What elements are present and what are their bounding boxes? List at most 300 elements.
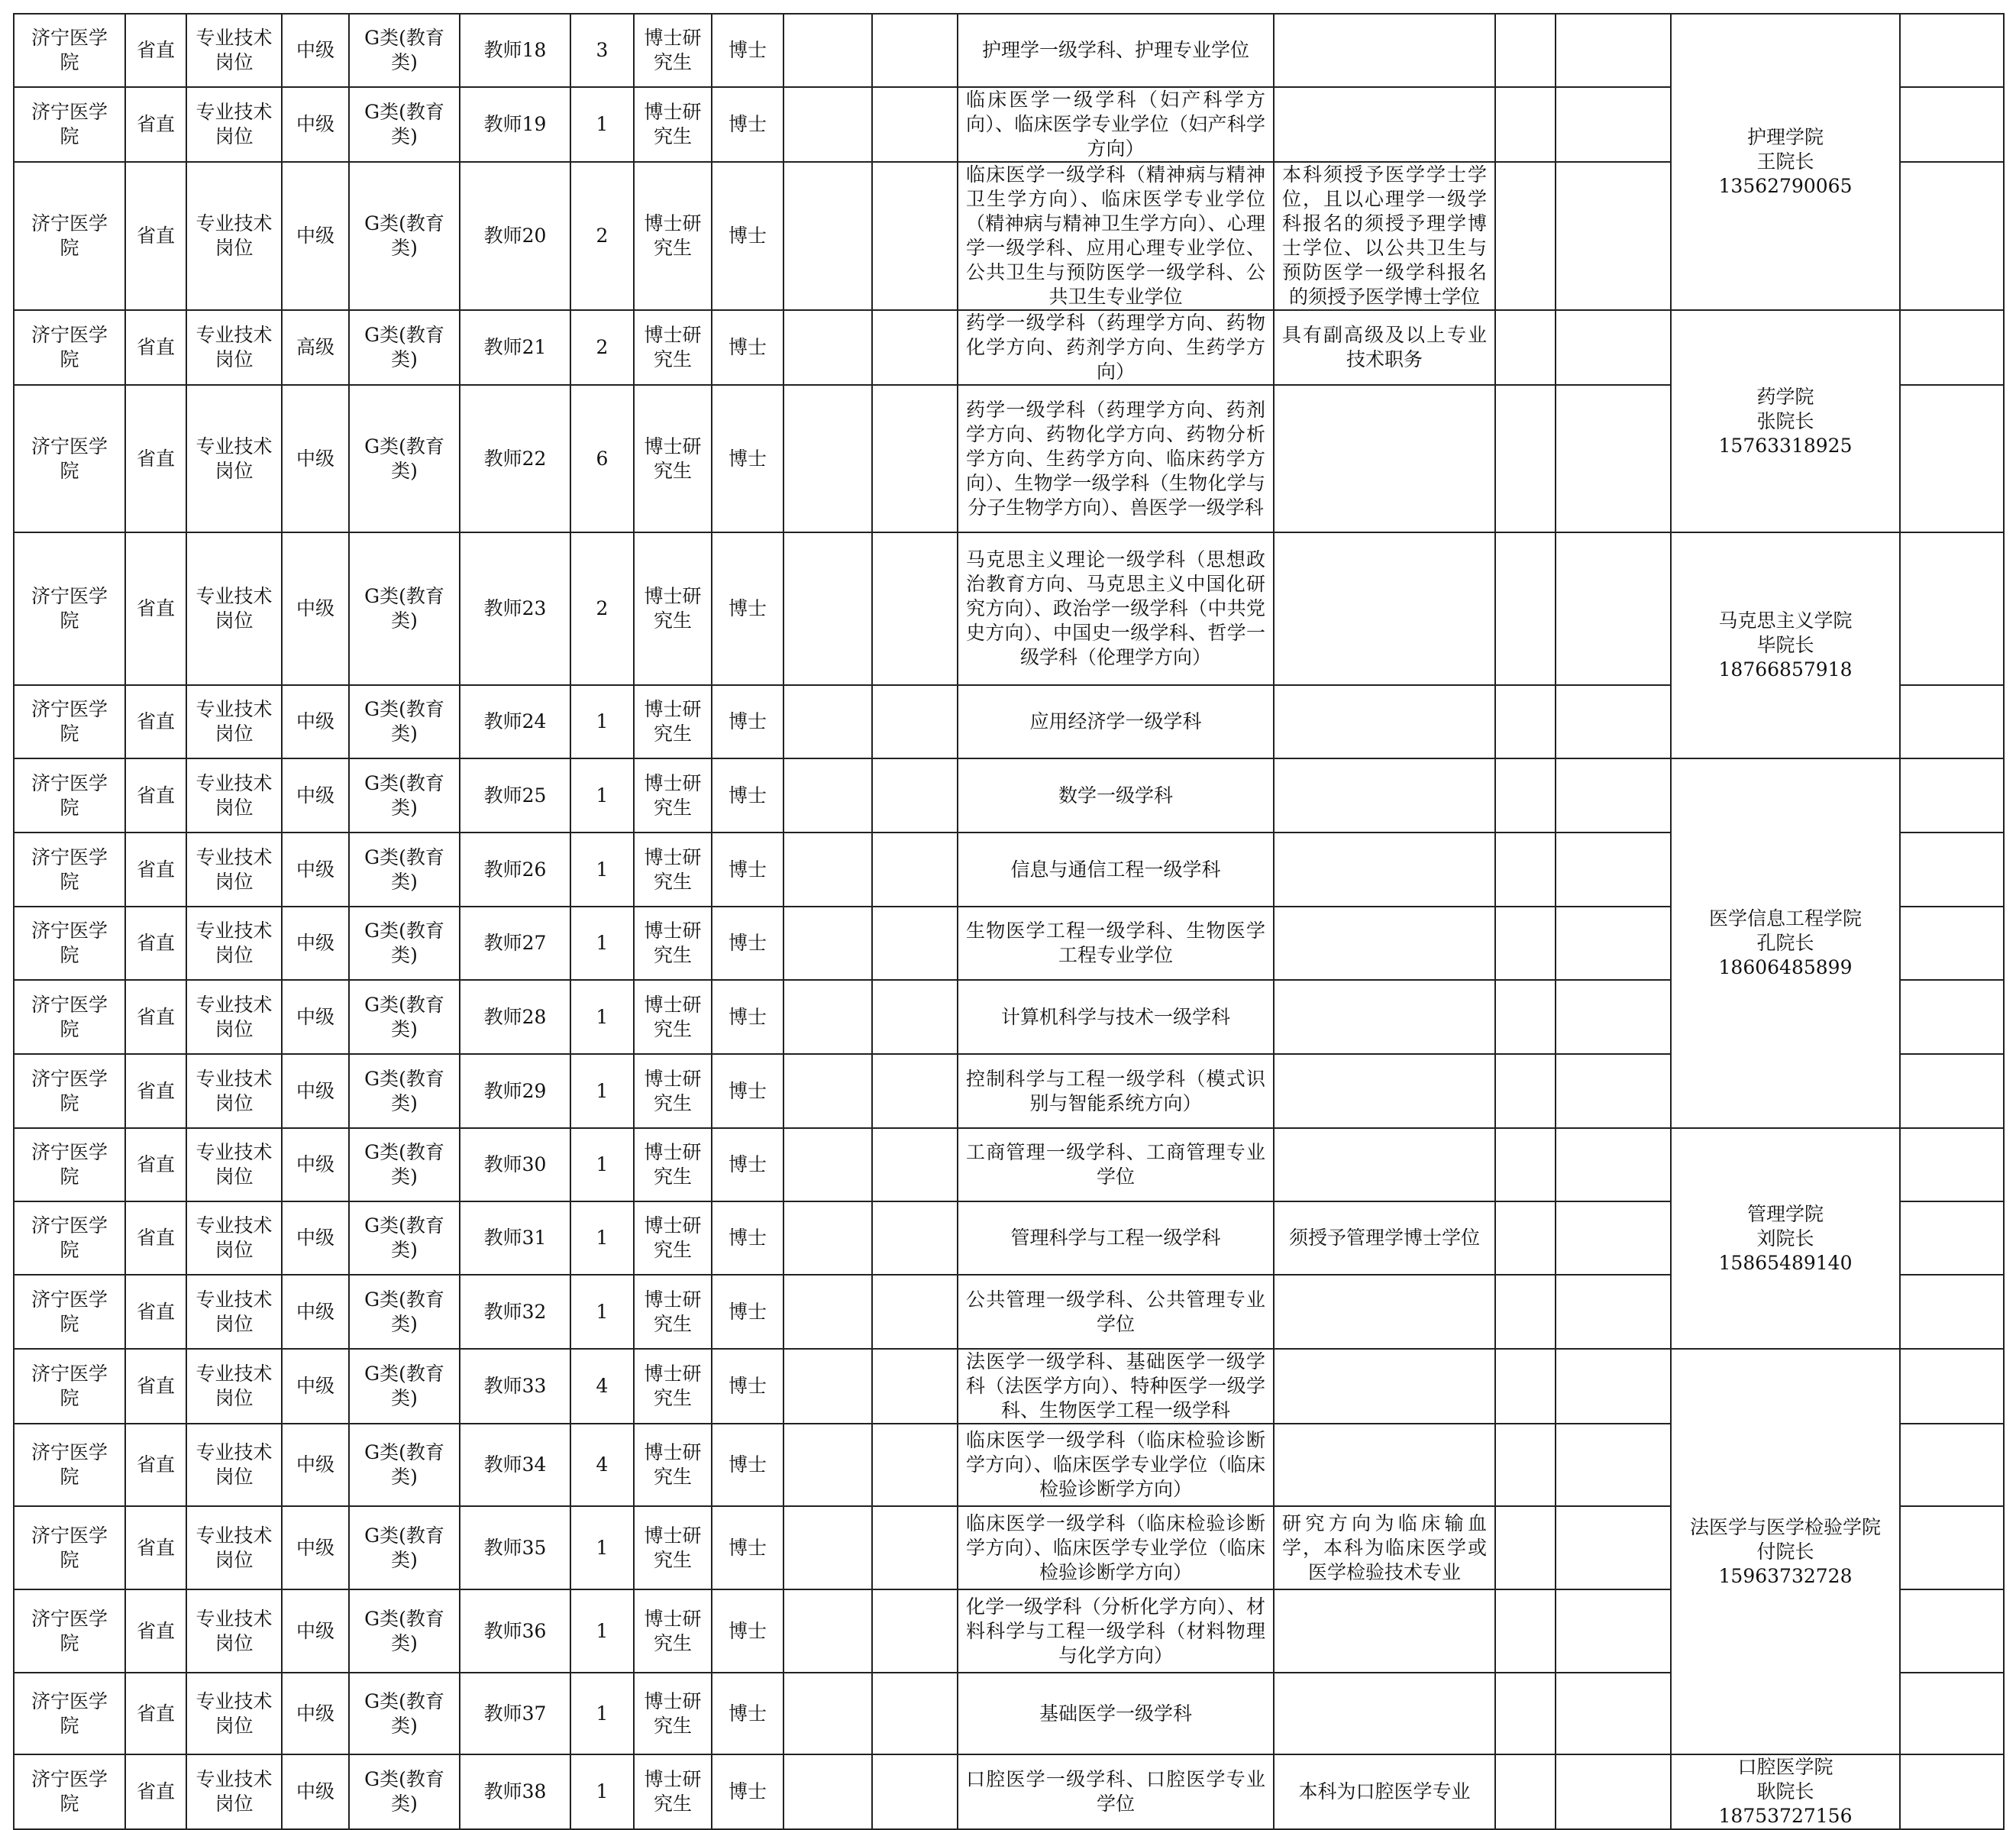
education-cell: 博士研究生	[634, 1128, 712, 1201]
empty-cell	[1495, 1589, 1556, 1673]
empty-cell	[783, 758, 872, 833]
category-cell: G类(教育类)	[349, 1201, 460, 1275]
education-cell: 博士研究生	[634, 907, 712, 980]
unit-cell: 济宁医学院	[14, 980, 125, 1054]
empty-cell	[1495, 758, 1556, 833]
post-type-cell: 专业技术岗位	[186, 1754, 282, 1829]
category-cell: G类(教育类)	[349, 310, 460, 385]
unit-cell: 济宁医学院	[14, 532, 125, 685]
empty-cell	[783, 685, 872, 758]
major-cell: 公共管理一级学科、公共管理专业学位	[958, 1275, 1274, 1349]
empty-cell	[783, 385, 872, 532]
grade-cell: 中级	[282, 907, 349, 980]
major-cell: 护理学一级学科、护理专业学位	[958, 14, 1274, 87]
contact-phone: 13562790065	[1718, 175, 1853, 197]
unit-cell: 济宁医学院	[14, 1589, 125, 1673]
empty-cell	[872, 1506, 958, 1589]
post-cell: 教师37	[460, 1673, 570, 1754]
category-cell: G类(教育类)	[349, 1506, 460, 1589]
empty-cell	[872, 1054, 958, 1128]
empty-cell	[1495, 310, 1556, 385]
category-cell: G类(教育类)	[349, 1754, 460, 1829]
unit-cell: 济宁医学院	[14, 310, 125, 385]
post-cell: 教师25	[460, 758, 570, 833]
grade-cell: 高级	[282, 310, 349, 385]
empty-cell	[872, 162, 958, 310]
table-row	[14, 1128, 2004, 1201]
empty-cell	[1556, 1673, 1671, 1754]
grade-cell: 中级	[282, 1054, 349, 1128]
level-cell: 省直	[125, 1754, 186, 1829]
count-cell: 1	[570, 685, 634, 758]
level-cell: 省直	[125, 1673, 186, 1754]
empty-cell	[1495, 14, 1556, 87]
degree-cell: 博士	[712, 87, 783, 162]
education-cell: 博士研究生	[634, 1054, 712, 1128]
empty-cell	[1556, 14, 1671, 87]
empty-cell	[783, 1349, 872, 1424]
post-type-cell: 专业技术岗位	[186, 87, 282, 162]
contact-phone: 15865489140	[1718, 1251, 1853, 1274]
note-cell: 具有副高级及以上专业技术职务	[1274, 310, 1495, 385]
level-cell: 省直	[125, 1349, 186, 1424]
empty-cell	[1556, 1128, 1671, 1201]
table-row	[14, 532, 2004, 685]
empty-cell	[872, 980, 958, 1054]
post-type-cell: 专业技术岗位	[186, 1201, 282, 1275]
contact-person: 耿院长	[1756, 1780, 1814, 1803]
category-cell: G类(教育类)	[349, 14, 460, 87]
empty-cell	[1495, 385, 1556, 532]
grade-cell: 中级	[282, 1589, 349, 1673]
level-cell: 省直	[125, 1589, 186, 1673]
contact-phone: 15963732728	[1718, 1564, 1853, 1587]
major-cell: 临床医学一级学科（临床检验诊断学方向）、临床医学专业学位（临床检验诊断学方向）	[958, 1424, 1274, 1506]
contact-cell	[1671, 14, 1900, 310]
note-cell	[1274, 980, 1495, 1054]
major-cell: 应用经济学一级学科	[958, 685, 1274, 758]
contact-school: 药学院	[1756, 385, 1814, 408]
note-cell: 本科须授予医学学士学位，且以心理学一级学科报名的须授予理学博士学位、以公共卫生与预防医学一级学科报名的须授予医学博士学位	[1274, 162, 1495, 310]
education-cell: 博士研究生	[634, 87, 712, 162]
count-cell: 2	[570, 310, 634, 385]
empty-cell	[1556, 1275, 1671, 1349]
category-cell: G类(教育类)	[349, 1275, 460, 1349]
grade-cell: 中级	[282, 1128, 349, 1201]
contact-school: 管理学院	[1746, 1202, 1824, 1225]
education-cell: 博士研究生	[634, 1275, 712, 1349]
unit-cell: 济宁医学院	[14, 87, 125, 162]
empty-cell	[1495, 87, 1556, 162]
unit-cell: 济宁医学院	[14, 1673, 125, 1754]
degree-cell: 博士	[712, 1506, 783, 1589]
category-cell: G类(教育类)	[349, 1054, 460, 1128]
count-cell: 1	[570, 1054, 634, 1128]
major-cell: 药学一级学科（药理学方向、药物化学方向、药剂学方向、生药学方向）	[958, 310, 1274, 385]
empty-cell	[872, 1275, 958, 1349]
post-type-cell: 专业技术岗位	[186, 1589, 282, 1673]
empty-cell	[783, 14, 872, 87]
grade-cell: 中级	[282, 532, 349, 685]
count-cell: 1	[570, 1589, 634, 1673]
empty-cell	[1556, 532, 1671, 685]
grade-cell: 中级	[282, 87, 349, 162]
empty-cell	[872, 532, 958, 685]
note-cell	[1274, 87, 1495, 162]
education-cell: 博士研究生	[634, 1201, 712, 1275]
education-cell: 博士研究生	[634, 310, 712, 385]
unit-cell: 济宁医学院	[14, 1424, 125, 1506]
degree-cell: 博士	[712, 980, 783, 1054]
post-type-cell: 专业技术岗位	[186, 685, 282, 758]
empty-cell	[783, 833, 872, 907]
category-cell: G类(教育类)	[349, 1589, 460, 1673]
major-cell: 临床医学一级学科（精神病与精神卫生学方向）、临床医学专业学位（精神病与精神卫生学方向）、心理学一级学科、应用心理专业学位、公共卫生与预防医学一级学科、公共卫生专业学位	[958, 162, 1274, 310]
education-cell: 博士研究生	[634, 1424, 712, 1506]
empty-cell	[783, 310, 872, 385]
grade-cell: 中级	[282, 1754, 349, 1829]
post-type-cell: 专业技术岗位	[186, 1275, 282, 1349]
contact-cell	[1671, 1754, 1900, 1829]
count-cell: 1	[570, 87, 634, 162]
note-cell	[1274, 532, 1495, 685]
empty-cell	[1556, 87, 1671, 162]
degree-cell: 博士	[712, 310, 783, 385]
unit-cell: 济宁医学院	[14, 907, 125, 980]
note-cell	[1274, 833, 1495, 907]
table-row	[14, 14, 2004, 87]
table-body	[14, 14, 2004, 1829]
level-cell: 省直	[125, 980, 186, 1054]
major-cell: 药学一级学科（药理学方向、药剂学方向、药物化学方向、药物分析学方向、生药学方向、临床药学方向）、生物学一级学科（生物化学与分子生物学方向）、兽医学一级学科	[958, 385, 1274, 532]
count-cell: 1	[570, 980, 634, 1054]
note-cell	[1274, 385, 1495, 532]
post-type-cell: 专业技术岗位	[186, 1673, 282, 1754]
empty-cell	[1556, 833, 1671, 907]
empty-cell	[1495, 532, 1556, 685]
empty-cell	[1556, 907, 1671, 980]
count-cell: 1	[570, 1506, 634, 1589]
education-cell: 博士研究生	[634, 833, 712, 907]
education-cell: 博士研究生	[634, 685, 712, 758]
education-cell: 博士研究生	[634, 1589, 712, 1673]
contact-person: 王院长	[1756, 150, 1814, 173]
empty-cell	[1495, 833, 1556, 907]
empty-cell	[1900, 1506, 2004, 1589]
count-cell: 6	[570, 385, 634, 532]
degree-cell: 博士	[712, 685, 783, 758]
contact-school: 护理学院	[1746, 126, 1824, 148]
empty-cell	[783, 1673, 872, 1754]
empty-cell	[783, 980, 872, 1054]
count-cell: 1	[570, 1201, 634, 1275]
empty-cell	[872, 1424, 958, 1506]
degree-cell: 博士	[712, 1673, 783, 1754]
level-cell: 省直	[125, 685, 186, 758]
count-cell: 1	[570, 1673, 634, 1754]
note-cell: 须授予管理学博士学位	[1274, 1201, 1495, 1275]
empty-cell	[1900, 1673, 2004, 1754]
post-type-cell: 专业技术岗位	[186, 1424, 282, 1506]
empty-cell	[1495, 1506, 1556, 1589]
post-cell: 教师23	[460, 532, 570, 685]
category-cell: G类(教育类)	[349, 758, 460, 833]
empty-cell	[1556, 1589, 1671, 1673]
grade-cell: 中级	[282, 758, 349, 833]
level-cell: 省直	[125, 14, 186, 87]
empty-cell	[1900, 385, 2004, 532]
level-cell: 省直	[125, 532, 186, 685]
empty-cell	[1556, 758, 1671, 833]
empty-cell	[1900, 1754, 2004, 1829]
empty-cell	[1495, 1754, 1556, 1829]
count-cell: 1	[570, 1275, 634, 1349]
empty-cell	[1495, 1424, 1556, 1506]
empty-cell	[783, 532, 872, 685]
empty-cell	[1900, 980, 2004, 1054]
count-cell: 4	[570, 1349, 634, 1424]
grade-cell: 中级	[282, 685, 349, 758]
category-cell: G类(教育类)	[349, 907, 460, 980]
category-cell: G类(教育类)	[349, 980, 460, 1054]
post-type-cell: 专业技术岗位	[186, 1128, 282, 1201]
level-cell: 省直	[125, 310, 186, 385]
empty-cell	[783, 1589, 872, 1673]
empty-cell	[872, 907, 958, 980]
degree-cell: 博士	[712, 1054, 783, 1128]
table-row	[14, 1349, 2004, 1424]
count-cell: 1	[570, 1754, 634, 1829]
note-cell: 本科为口腔医学专业	[1274, 1754, 1495, 1829]
empty-cell	[1900, 1128, 2004, 1201]
empty-cell	[1556, 1506, 1671, 1589]
category-cell: G类(教育类)	[349, 1349, 460, 1424]
category-cell: G类(教育类)	[349, 1673, 460, 1754]
major-cell: 临床医学一级学科（临床检验诊断学方向）、临床医学专业学位（临床检验诊断学方向）	[958, 1506, 1274, 1589]
degree-cell: 博士	[712, 1128, 783, 1201]
empty-cell	[1900, 1349, 2004, 1424]
grade-cell: 中级	[282, 1275, 349, 1349]
note-cell	[1274, 1128, 1495, 1201]
grade-cell: 中级	[282, 1201, 349, 1275]
empty-cell	[872, 833, 958, 907]
note-cell	[1274, 1673, 1495, 1754]
level-cell: 省直	[125, 833, 186, 907]
post-cell: 教师29	[460, 1054, 570, 1128]
education-cell: 博士研究生	[634, 1349, 712, 1424]
empty-cell	[872, 1754, 958, 1829]
level-cell: 省直	[125, 758, 186, 833]
empty-cell	[1900, 1201, 2004, 1275]
empty-cell	[783, 907, 872, 980]
empty-cell	[1900, 758, 2004, 833]
empty-cell	[1556, 980, 1671, 1054]
degree-cell: 博士	[712, 1349, 783, 1424]
empty-cell	[783, 1754, 872, 1829]
category-cell: G类(教育类)	[349, 385, 460, 532]
empty-cell	[783, 1424, 872, 1506]
category-cell: G类(教育类)	[349, 1424, 460, 1506]
count-cell: 1	[570, 758, 634, 833]
note-cell	[1274, 1275, 1495, 1349]
post-cell: 教师21	[460, 310, 570, 385]
grade-cell: 中级	[282, 1673, 349, 1754]
empty-cell	[1556, 310, 1671, 385]
note-cell	[1274, 1349, 1495, 1424]
education-cell: 博士研究生	[634, 162, 712, 310]
count-cell: 1	[570, 833, 634, 907]
post-cell: 教师34	[460, 1424, 570, 1506]
empty-cell	[783, 1275, 872, 1349]
education-cell: 博士研究生	[634, 1506, 712, 1589]
contact-person: 付院长	[1756, 1540, 1814, 1563]
major-cell: 控制科学与工程一级学科（模式识别与智能系统方向）	[958, 1054, 1274, 1128]
post-type-cell: 专业技术岗位	[186, 1349, 282, 1424]
post-type-cell: 专业技术岗位	[186, 980, 282, 1054]
post-type-cell: 专业技术岗位	[186, 310, 282, 385]
category-cell: G类(教育类)	[349, 532, 460, 685]
major-cell: 法医学一级学科、基础医学一级学科（法医学方向）、特种医学一级学科、生物医学工程一级学科	[958, 1349, 1274, 1424]
empty-cell	[1900, 685, 2004, 758]
post-cell: 教师35	[460, 1506, 570, 1589]
empty-cell	[1556, 1349, 1671, 1424]
contact-school: 法医学与医学检验学院	[1689, 1515, 1881, 1538]
empty-cell	[1900, 14, 2004, 87]
education-cell: 博士研究生	[634, 385, 712, 532]
degree-cell: 博士	[712, 1201, 783, 1275]
contact-school: 口腔医学院	[1737, 1756, 1833, 1778]
empty-cell	[1495, 1054, 1556, 1128]
count-cell: 2	[570, 532, 634, 685]
degree-cell: 博士	[712, 907, 783, 980]
contact-person: 孔院长	[1756, 932, 1814, 954]
contact-cell	[1671, 1128, 1900, 1349]
empty-cell	[1556, 1754, 1671, 1829]
degree-cell: 博士	[712, 14, 783, 87]
major-cell: 生物医学工程一级学科、生物医学工程专业学位	[958, 907, 1274, 980]
empty-cell	[783, 1506, 872, 1589]
note-cell	[1274, 14, 1495, 87]
degree-cell: 博士	[712, 1754, 783, 1829]
empty-cell	[1556, 1201, 1671, 1275]
note-cell	[1274, 907, 1495, 980]
empty-cell	[1900, 532, 2004, 685]
empty-cell	[783, 162, 872, 310]
empty-cell	[872, 1589, 958, 1673]
note-cell	[1274, 1424, 1495, 1506]
empty-cell	[872, 1349, 958, 1424]
contact-person: 毕院长	[1756, 634, 1814, 656]
education-cell: 博士研究生	[634, 14, 712, 87]
post-cell: 教师36	[460, 1589, 570, 1673]
grade-cell: 中级	[282, 14, 349, 87]
empty-cell	[872, 1673, 958, 1754]
post-cell: 教师30	[460, 1128, 570, 1201]
major-cell: 化学一级学科（分析化学方向）、材料科学与工程一级学科（材料物理与化学方向）	[958, 1589, 1274, 1673]
empty-cell	[872, 87, 958, 162]
category-cell: G类(教育类)	[349, 87, 460, 162]
grade-cell: 中级	[282, 1506, 349, 1589]
table-row	[14, 310, 2004, 385]
category-cell: G类(教育类)	[349, 162, 460, 310]
unit-cell: 济宁医学院	[14, 14, 125, 87]
contact-school: 医学信息工程学院	[1708, 907, 1862, 930]
post-type-cell: 专业技术岗位	[186, 1054, 282, 1128]
post-cell: 教师24	[460, 685, 570, 758]
level-cell: 省直	[125, 1128, 186, 1201]
level-cell: 省直	[125, 87, 186, 162]
empty-cell	[1900, 310, 2004, 385]
empty-cell	[1556, 385, 1671, 532]
degree-cell: 博士	[712, 1424, 783, 1506]
note-cell	[1274, 758, 1495, 833]
grade-cell: 中级	[282, 1424, 349, 1506]
note-cell	[1274, 1054, 1495, 1128]
empty-cell	[783, 1054, 872, 1128]
level-cell: 省直	[125, 1054, 186, 1128]
empty-cell	[1556, 1054, 1671, 1128]
unit-cell: 济宁医学院	[14, 1201, 125, 1275]
degree-cell: 博士	[712, 833, 783, 907]
unit-cell: 济宁医学院	[14, 758, 125, 833]
post-type-cell: 专业技术岗位	[186, 14, 282, 87]
post-type-cell: 专业技术岗位	[186, 907, 282, 980]
empty-cell	[1495, 1275, 1556, 1349]
category-cell: G类(教育类)	[349, 833, 460, 907]
empty-cell	[1900, 1424, 2004, 1506]
unit-cell: 济宁医学院	[14, 1506, 125, 1589]
count-cell: 3	[570, 14, 634, 87]
post-cell: 教师38	[460, 1754, 570, 1829]
count-cell: 2	[570, 162, 634, 310]
post-cell: 教师31	[460, 1201, 570, 1275]
major-cell: 工商管理一级学科、工商管理专业学位	[958, 1128, 1274, 1201]
empty-cell	[1495, 907, 1556, 980]
level-cell: 省直	[125, 907, 186, 980]
unit-cell: 济宁医学院	[14, 1054, 125, 1128]
empty-cell	[783, 1201, 872, 1275]
post-cell: 教师28	[460, 980, 570, 1054]
contact-cell	[1671, 310, 1900, 532]
level-cell: 省直	[125, 1424, 186, 1506]
count-cell: 4	[570, 1424, 634, 1506]
contact-person: 刘院长	[1756, 1227, 1814, 1250]
major-cell: 计算机科学与技术一级学科	[958, 980, 1274, 1054]
post-type-cell: 专业技术岗位	[186, 162, 282, 310]
grade-cell: 中级	[282, 980, 349, 1054]
empty-cell	[1900, 833, 2004, 907]
contact-cell	[1671, 532, 1900, 758]
contact-phone: 18606485899	[1718, 956, 1853, 978]
empty-cell	[1900, 1275, 2004, 1349]
education-cell: 博士研究生	[634, 1673, 712, 1754]
note-cell: 研究方向为临床输血学，本科为临床医学或医学检验技术专业	[1274, 1506, 1495, 1589]
education-cell: 博士研究生	[634, 980, 712, 1054]
empty-cell	[783, 1128, 872, 1201]
empty-cell	[1900, 1054, 2004, 1128]
post-type-cell: 专业技术岗位	[186, 532, 282, 685]
empty-cell	[1900, 907, 2004, 980]
post-cell: 教师32	[460, 1275, 570, 1349]
empty-cell	[1900, 162, 2004, 310]
post-cell: 教师19	[460, 87, 570, 162]
education-cell: 博士研究生	[634, 532, 712, 685]
count-cell: 1	[570, 1128, 634, 1201]
empty-cell	[1556, 162, 1671, 310]
empty-cell	[1900, 87, 2004, 162]
major-cell: 口腔医学一级学科、口腔医学专业学位	[958, 1754, 1274, 1829]
empty-cell	[872, 310, 958, 385]
